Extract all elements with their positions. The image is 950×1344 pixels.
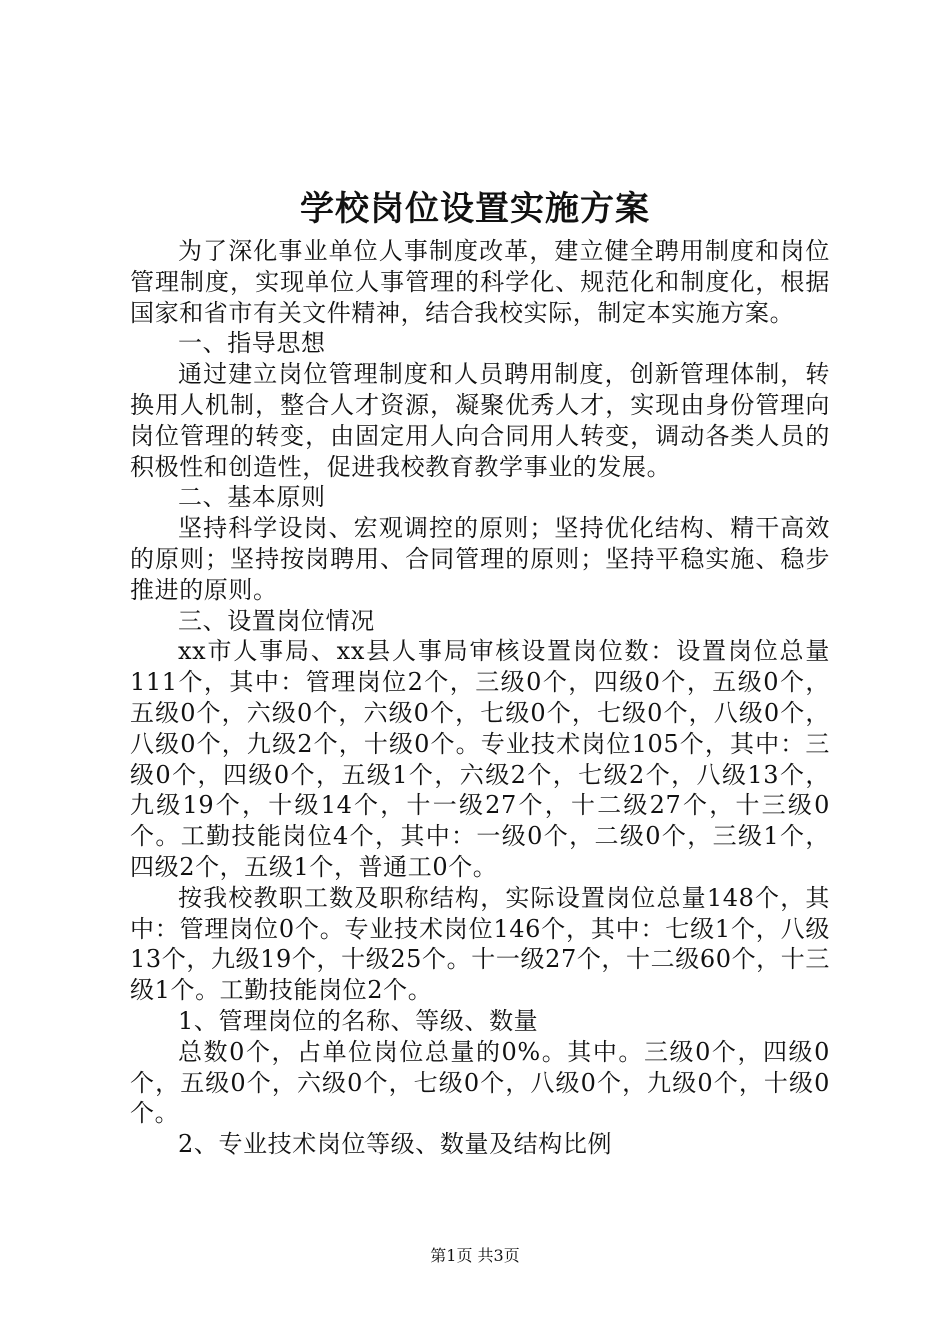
document-body: [130, 236, 830, 1160]
page-number-footer: 第1页 共3页: [430, 1246, 520, 1265]
document-title: 学校岗位设置实施方案: [300, 189, 650, 229]
subheading-technical-positions: 2、专业技术岗位等级、数量及结构比例: [178, 1130, 613, 1159]
basic-principles-paragraph: 坚持科学设岗、宏观调控的原则；坚持优化结构、精干高效的原则；坚持按岗聘用、合同管理的原则；坚持平稳实施、稳步推进的原则。: [130, 514, 830, 604]
actual-positions-paragraph: 按我校教职工数及职称结构，实际设置岗位总量148个，其中：管理岗位0个。专业技术岗位146个，其中：七级1个，八级13个，九级19个，十级25个。十一级27个，十二级60个，十三级1个。工勤技能岗位2个。: [130, 883, 830, 1005]
subheading-management-positions: 1、管理岗位的名称、等级、数量: [178, 1006, 539, 1035]
section-heading-basic-principles: 二、基本原则: [178, 483, 326, 512]
section-heading-position-setup: 三、设置岗位情况: [178, 606, 375, 635]
section-heading-guiding-ideology: 一、指导思想: [178, 329, 326, 358]
management-positions-paragraph: 总数0个，占单位岗位总量的0%。其中。三级0个，四级0个，五级0个，六级0个，七级0个，八级0个，九级0个，十级0个。: [130, 1037, 830, 1128]
intro-paragraph: 为了深化事业单位人事制度改革，建立健全聘用制度和岗位管理制度，实现单位人事管理的科学化、规范化和制度化，根据国家和省市有关文件精神，结合我校实际，制定本实施方案。: [130, 237, 830, 327]
guiding-ideology-paragraph: 通过建立岗位管理制度和人员聘用制度，创新管理体制，转换用人机制，整合人才资源，凝聚优秀人才，实现由身份管理向岗位管理的转变，由固定用人向合同用人转变，调动各类人员的积极性和创造性，促进我校教育教学事业的发展。: [130, 360, 830, 481]
approved-positions-paragraph: xx市人事局、xx县人事局审核设置岗位数：设置岗位总量111个，其中：管理岗位2个，三级0个，四级0个，五级0个，五级0个，六级0个，六级0个，七级0个，七级0个，八级0个，八级0个，九级2个，十级0个。专业技术岗位105个，其中：三级0个，四级0个，五级1个，六级2个，七级2个，八级13个，九级19个，十级14个，十一级27个，十二级27个，十三级0个。工勤技能岗位4个，其中：一级0个，二级0个，三级1个，四级2个，五级1个，普通工0个。: [130, 637, 830, 881]
